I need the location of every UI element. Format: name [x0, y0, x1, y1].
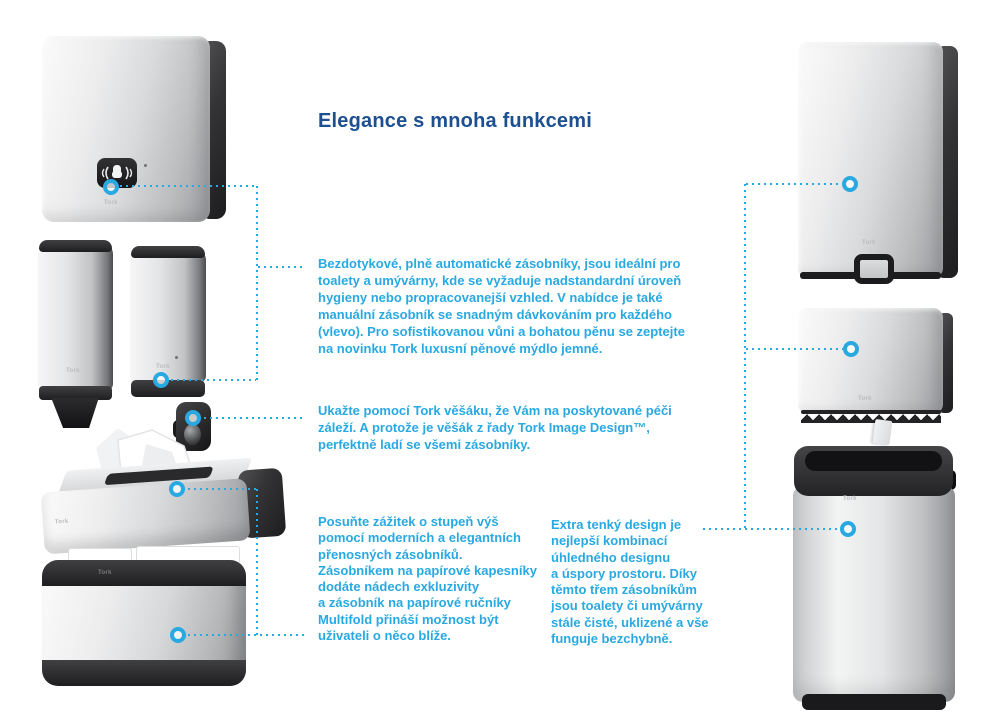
tork-logo: Tork [104, 200, 118, 206]
tork-logo: Tork [66, 368, 80, 374]
callout-line [256, 186, 258, 381]
callout-marker [185, 410, 201, 426]
serrated-teeth [801, 414, 941, 423]
tork-logo: Tork [858, 396, 872, 402]
callout-line [188, 634, 304, 636]
paragraph-slim-design: Extra tenký design je nejlepší kombinací úhledného designu a úspory prostoru. Díky těmto třem zásobníkům jsou toalety či umývárny stále čisté, uklizené a vše funguje bezchybně. [551, 517, 709, 647]
product-waste-bin [793, 446, 959, 716]
callout-line [746, 183, 842, 185]
tork-logo: Tork [54, 518, 69, 526]
product-towel-dispenser-tall [798, 42, 958, 286]
callout-line [171, 379, 256, 381]
callout-marker [842, 176, 858, 192]
callout-marker [153, 372, 169, 388]
multifold-body [42, 560, 246, 686]
callout-line [204, 417, 304, 419]
paper-tab [873, 419, 893, 445]
bin-opening [805, 451, 942, 471]
soap-top-cap [39, 240, 112, 252]
product-manual-soap-dispenser [38, 240, 118, 432]
bin-body [793, 486, 955, 702]
bin-base [802, 694, 946, 710]
paragraph-portable-dispensers: Posuňte zážitek o stupeň výš pomocí moderních a elegantních přenosných zásobníků. Zásobníkem na papírové kapesníky dodáte nádech exkluzivity a zásobník na papírové ručníky Multifold přináší možnost být uživateli o něco blíže. [318, 514, 537, 644]
indicator-led [175, 356, 178, 359]
soap-body [130, 250, 206, 382]
dispenser-front [42, 36, 210, 222]
paper-outlet-notch [854, 254, 894, 284]
callout-line [256, 489, 258, 635]
callout-line [120, 185, 258, 187]
callout-marker [169, 481, 185, 497]
callout-line [258, 266, 304, 268]
paragraph-touch-free-dispensers: Bezdotykové, plně automatické zásobníky, jsou ideální pro toalety a umývárny, kde se vyžaduje nadstandardní úroveň hygieny nebo propracovanejší vzhled. V nabídce je také manuální zásobník se snadným dávkováním pro každého (vlevo). Pro sofistikovanou vůni a bohatou pěnu se zeptejte na novinku Tork luxusní pěnové mýdlo jemné. [318, 256, 685, 356]
tissue-box-body [39, 456, 288, 559]
page-title: Elegance s mnoha funkcemi [318, 110, 592, 132]
tork-logo: Tork [843, 496, 857, 502]
callout-marker [843, 341, 859, 357]
callout-line [746, 348, 843, 350]
soap-top-cap [131, 246, 205, 258]
product-multifold-dispenser [42, 546, 252, 688]
tork-logo: Tork [862, 240, 876, 246]
callout-marker [103, 179, 119, 195]
multifold-top-band [42, 560, 246, 586]
indicator-led [144, 164, 147, 167]
tork-logo: Tork [98, 570, 112, 576]
product-sensor-soap-dispenser [130, 246, 210, 400]
product-mini-jumbo-dispenser [798, 308, 956, 444]
tork-logo: Tork [156, 364, 170, 370]
callout-marker [170, 627, 186, 643]
multifold-bottom-band [42, 660, 246, 686]
product-sensor-towel-dispenser [42, 36, 226, 226]
soap-base [39, 386, 112, 400]
callout-line [744, 184, 746, 529]
callout-line [188, 488, 256, 490]
paragraph-coat-hook: Ukažte pomocí Tork věšáku, že Vám na poskytované péči záleží. A protože je věšák z řady Tork Image Design™, perfektně ladí se všemi zásobníky. [318, 403, 672, 452]
callout-marker [840, 521, 856, 537]
